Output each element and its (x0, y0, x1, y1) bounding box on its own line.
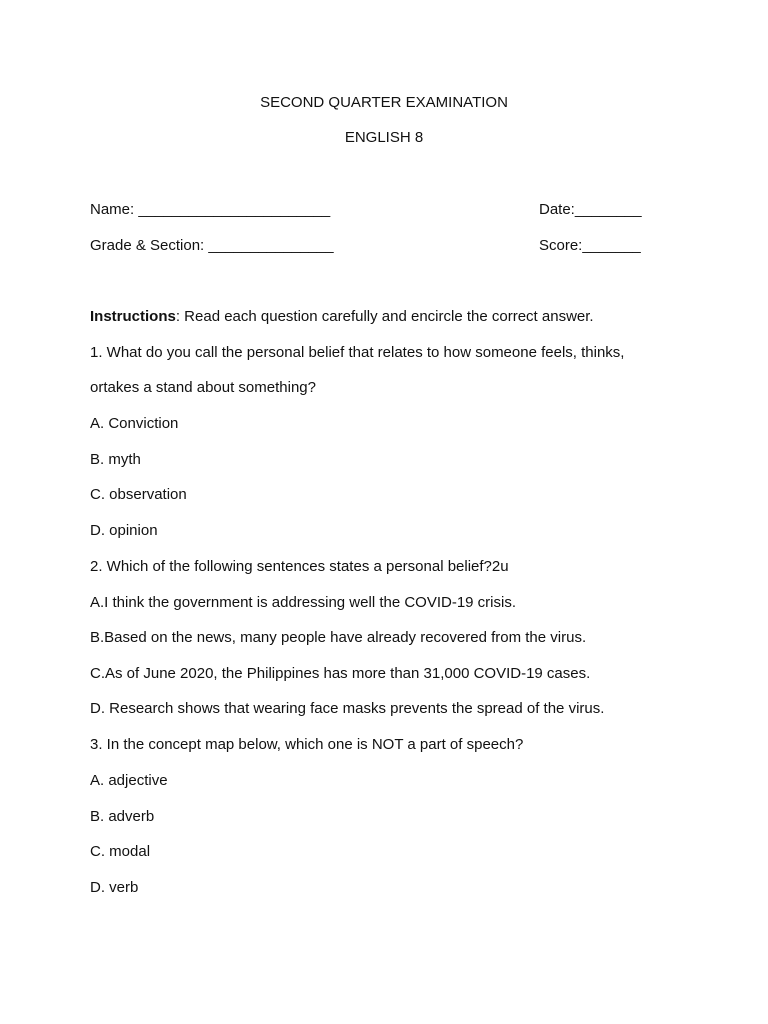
exam-subject: ENGLISH 8 (344, 129, 424, 146)
question-2-choice-a: A.I think the government is addressing well the COVID-19 crisis. (90, 594, 517, 611)
question-1-choice-b: B. myth (90, 451, 141, 468)
question-2-choice-d: D. Research shows that wearing face masks prevents the spread of the virus. (90, 700, 605, 717)
instructions-text: : Read each question carefully and encircle the correct answer. (175, 308, 594, 325)
question-3-choice-c: C. modal (90, 843, 151, 860)
instructions (90, 308, 594, 326)
question-3-line-1: 3. In the concept map below, which one is NOT a part of speech? (90, 736, 524, 753)
question-1-choice-d: D. opinion (90, 522, 158, 539)
date-field: Date:________ (539, 201, 642, 218)
exam-title: SECOND QUARTER EXAMINATION (260, 94, 508, 111)
question-1-choice-a: A. Conviction (90, 415, 179, 432)
question-3-choice-b: B. adverb (90, 808, 155, 825)
score-field: Score:_______ (539, 237, 641, 254)
instructions-label: Instructions (90, 308, 176, 325)
question-2-line-1: 2. Which of the following sentences states a personal belief?2u (90, 558, 509, 575)
question-2-choice-c: C.As of June 2020, the Philippines has more than 31,000 COVID-19 cases. (90, 665, 591, 682)
grade-section-field: Grade & Section: _______________ (90, 237, 334, 254)
question-1-choice-c: C. observation (90, 486, 187, 503)
question-3-choice-d: D. verb (90, 879, 139, 896)
name-field: Name: _______________________ (90, 201, 331, 218)
question-1-line-1: 1. What do you call the personal belief that relates to how someone feels, thinks, (90, 344, 625, 361)
question-1-line-2: ortakes a stand about something? (90, 379, 316, 396)
question-2-choice-b: B.Based on the news, many people have already recovered from the virus. (90, 629, 587, 646)
question-3-choice-a: A. adjective (90, 772, 168, 789)
